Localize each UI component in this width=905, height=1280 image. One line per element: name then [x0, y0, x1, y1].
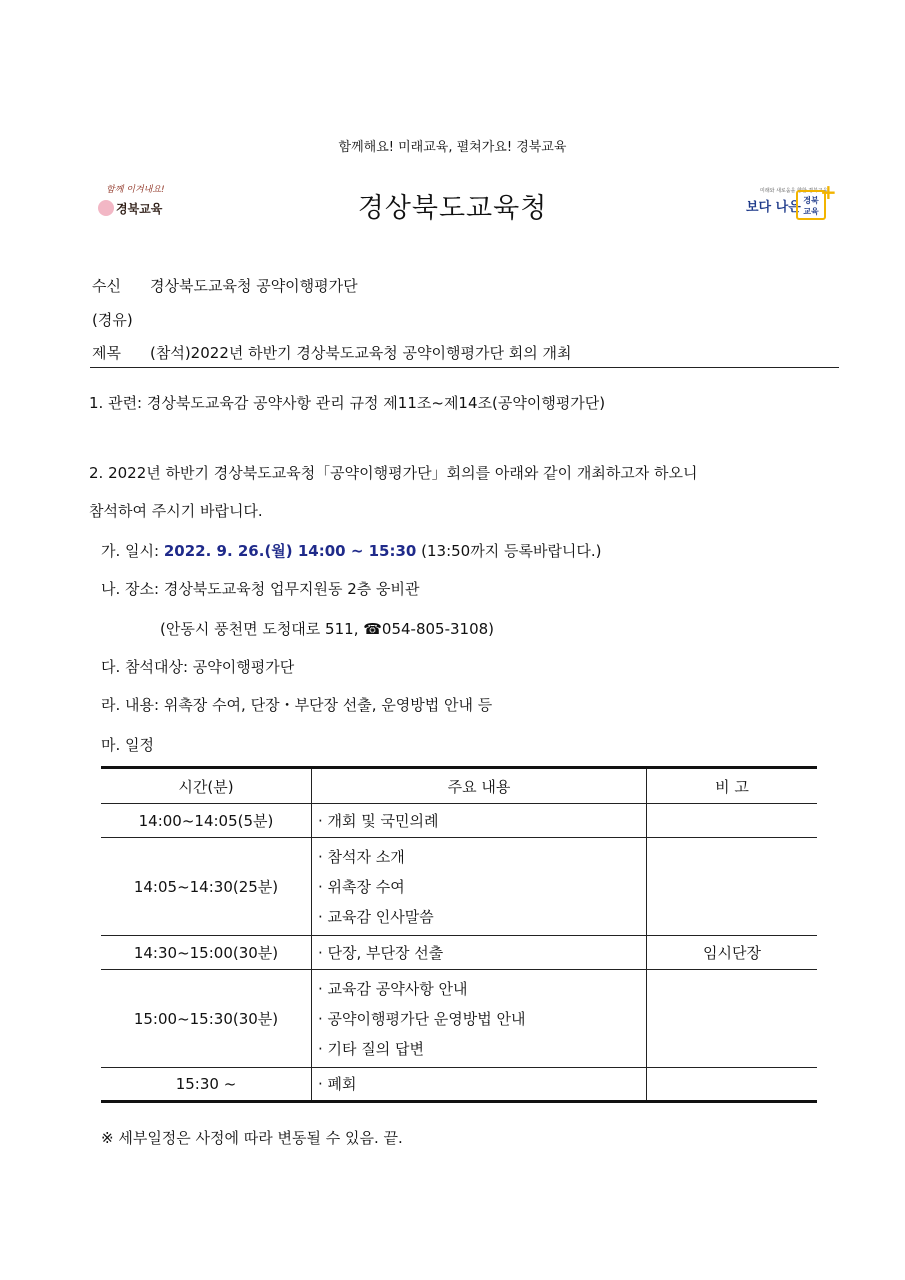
row-content: [312, 936, 647, 970]
item-a-datetime: [101, 540, 602, 561]
row-note: [647, 838, 818, 936]
logo-right-boda: 보다 나은: [746, 200, 801, 215]
meeting-datetime: 2022. 9. 26.(월) 14:00 ~ 15:30: [163, 542, 417, 560]
row-item: · 기타 질의 답변: [318, 1039, 425, 1058]
logo-right-box-bottom: 교육: [803, 207, 819, 216]
item-1-reference: 1. 관련: 경상북도교육감 공약사항 관리 규정 제11조~제14조(공약이행평가단): [89, 394, 606, 412]
item-d-contents: 라. 내용: 위촉장 수여, 단장・부단장 선출, 운영방법 안내 등: [101, 696, 493, 714]
row-item: · 교육감 공약사항 안내: [318, 979, 468, 998]
row-item: · 폐회: [318, 1075, 357, 1093]
table-row: [101, 1068, 817, 1102]
slogan: 함께해요! 미래교육, 펼쳐가요! 경북교육: [338, 140, 567, 155]
recipient-value: 경상북도교육청 공약이행평가단: [150, 277, 358, 295]
logo-right-small-text: 미래와 새로움을 향한 경북교육: [760, 188, 828, 194]
table-row: [101, 838, 817, 936]
logo-right-box-top: 경북: [803, 196, 819, 205]
row-note: [647, 804, 818, 838]
header-time: 시간(분): [101, 768, 312, 804]
row-note: [647, 970, 818, 1068]
row-time: 14:00~14:05(5분): [101, 804, 312, 838]
row-content: [312, 970, 647, 1068]
plus-icon: +: [820, 180, 837, 204]
row-time: 14:30~15:00(30분): [101, 936, 312, 970]
subject-row: [92, 342, 571, 363]
row-time: 14:05~14:30(25분): [101, 838, 312, 936]
item-b-place: 나. 장소: 경상북도교육청 업무지원동 2층 웅비관: [101, 580, 420, 598]
row-time: 15:30 ~: [101, 1068, 312, 1102]
recipient-label: 수신: [92, 277, 121, 295]
logo-left-name: 경북교육: [116, 202, 163, 216]
row-time: 15:00~15:30(30분): [101, 970, 312, 1068]
item-2-line-2: 참석하여 주시기 바랍니다.: [89, 502, 263, 520]
via-label: (경유): [92, 311, 133, 329]
row-content: [312, 804, 647, 838]
row-item: · 개회 및 국민의례: [318, 811, 439, 830]
row-item: · 단장, 부단장 선출: [318, 943, 444, 962]
subject-value: (참석)2022년 하반기 경상북도교육청 공약이행평가단 회의 개최: [150, 344, 572, 362]
table-row: [101, 804, 817, 838]
row-note: 임시단장: [647, 936, 818, 970]
better-education-logo: [746, 182, 838, 228]
subject-label: 제목: [92, 344, 121, 362]
schedule-table: [101, 766, 817, 1103]
footer-note: ※ 세부일정은 사정에 따라 변동될 수 있음. 끝.: [101, 1129, 403, 1147]
schedule-header-row: [101, 768, 817, 804]
recipient-row: [92, 275, 358, 296]
row-item: · 교육감 인사말씀: [318, 907, 434, 926]
item-b-address: (안동시 풍천면 도청대로 511, ☎054-805-3108): [160, 620, 495, 638]
row-item: · 참석자 소개: [318, 847, 405, 866]
row-content: [312, 1068, 647, 1102]
header-content: 주요 내용: [312, 768, 647, 804]
table-row: [101, 936, 817, 970]
row-note: [647, 1068, 818, 1102]
row-content: [312, 838, 647, 936]
header-divider: [90, 367, 839, 368]
row-item: · 위촉장 수여: [318, 877, 405, 896]
org-title: 경상북도교육청: [357, 193, 548, 224]
item-e-schedule-label: 마. 일정: [101, 736, 155, 754]
item-a-prefix: 가. 일시:: [101, 542, 164, 560]
table-row: [101, 970, 817, 1068]
via-row: [92, 309, 133, 330]
header-note: 비 고: [647, 768, 818, 804]
item-c-attendees: 다. 참석대상: 공약이행평가단: [101, 658, 295, 676]
item-a-suffix: (13:50까지 등록바랍니다.): [416, 542, 602, 560]
row-item: · 공약이행평가단 운영방법 안내: [318, 1009, 526, 1028]
logo-left-tagline: 함께 이겨내요!: [106, 185, 165, 195]
item-2-line-1: 2. 2022년 하반기 경상북도교육청「공약이행평가단」회의를 아래와 같이 개최하고자 하오니: [89, 464, 698, 482]
